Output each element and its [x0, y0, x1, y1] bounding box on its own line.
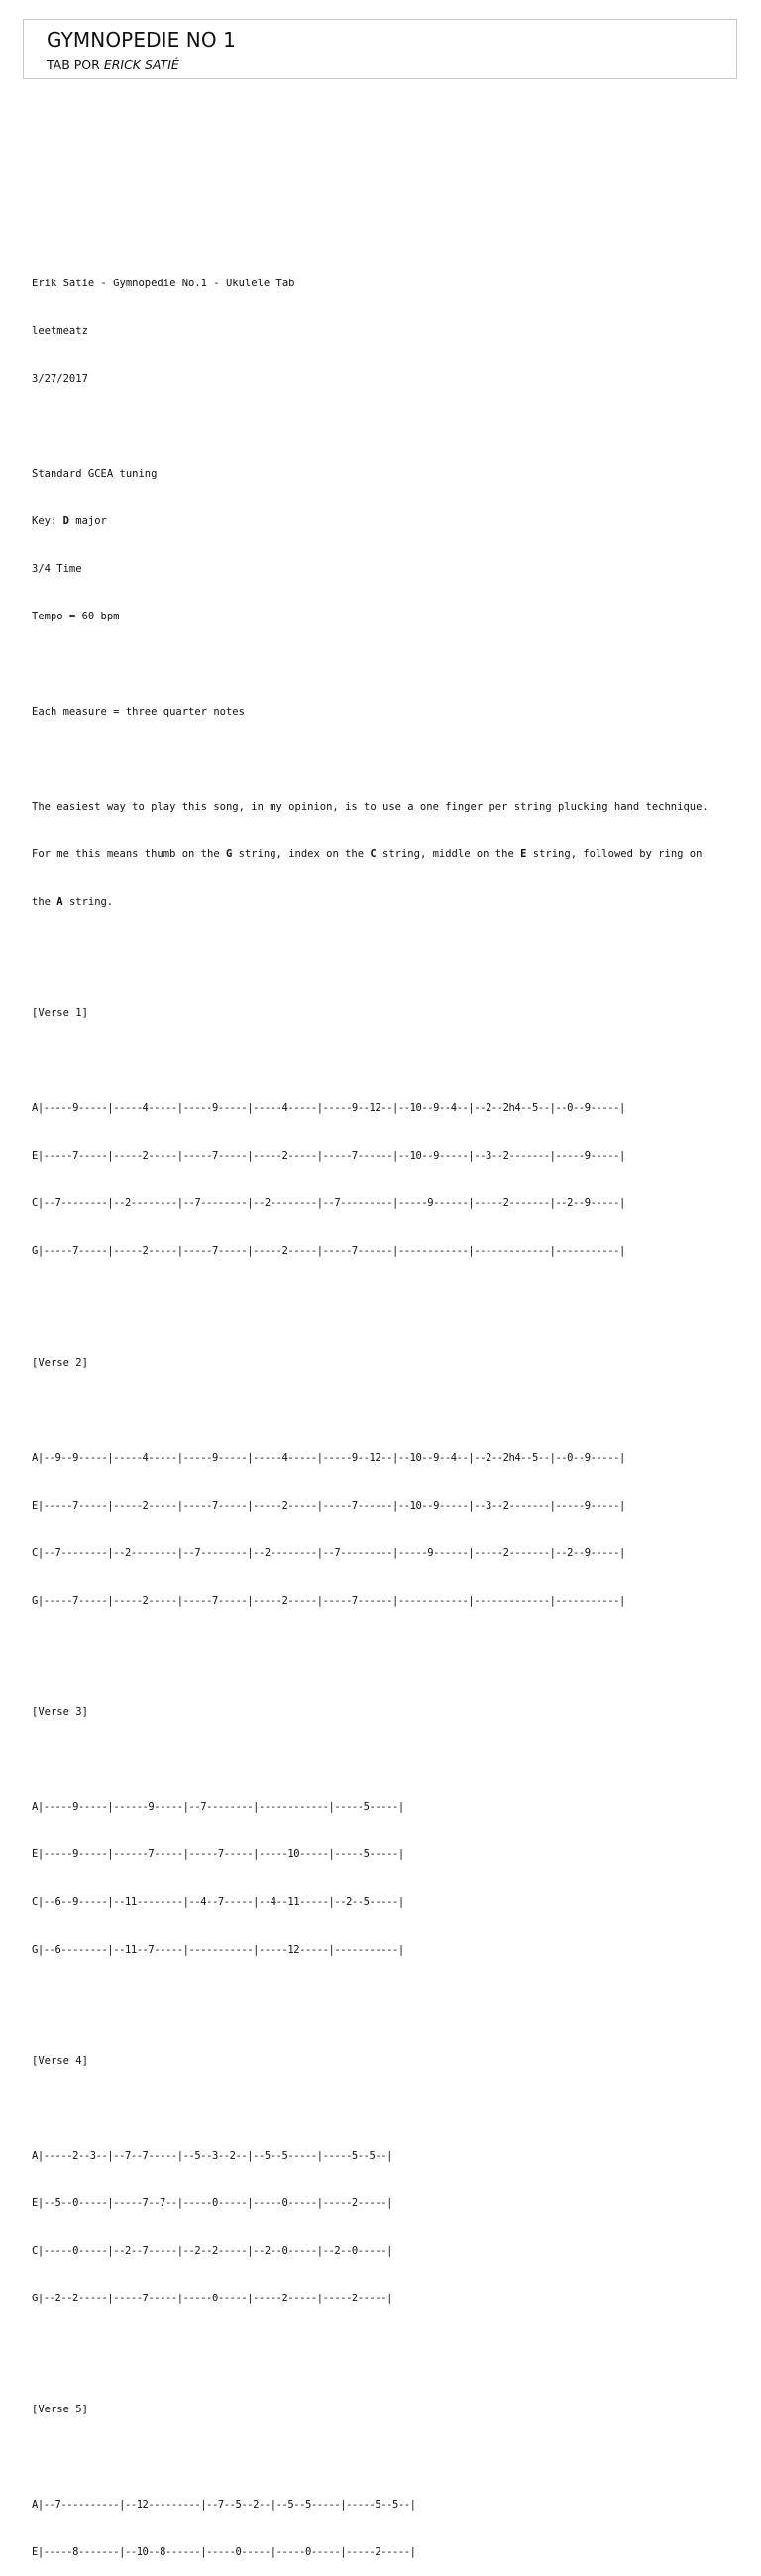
verse-5-string-a: A|--7----------|--12---------|--7--5--2--|--5--5-----|-----5--5--| — [32, 2499, 416, 2511]
info-key-line: Key: D major — [32, 515, 107, 527]
verse-2-string-e: E|-----7-----|-----2-----|-----7-----|-----2-----|-----7------|--10--9-----|--3--2-------|-----9-----| — [32, 1500, 625, 1512]
technique-line-3: the A string. — [32, 896, 114, 908]
verse-2-string-a: A|--9--9-----|-----4-----|-----9-----|-----4-----|-----9--12--|--10--9--4--|--2--2h4--5--|--0--9-----| — [32, 1452, 625, 1464]
verse-1-string-a: A|-----9-----|-----4-----|-----9-----|-----4-----|-----9--12--|--10--9--4--|--2--2h4--5--|--0--9-----| — [32, 1102, 625, 1114]
verse-4-string-a: A|-----2--3--|--7--7-----|--5--3--2--|--5--5-----|-----5--5--| — [32, 2150, 393, 2162]
verse-3-string-c: C|--6--9-----|--11--------|--4--7-----|--4--11-----|--2--5-----| — [32, 1896, 404, 1908]
tab-document-body — [32, 244, 755, 2576]
verse-5-string-e: E|-----8-------|--10--8------|-----0-----|-----0-----|-----2-----| — [32, 2546, 416, 2558]
info-title-line: Erik Satie - Gymnopedie No.1 - Ukulele Tab — [32, 278, 295, 289]
page-subtitle — [47, 56, 179, 74]
info-tempo-line: Tempo = 60 bpm — [32, 611, 120, 622]
verse-3-string-e: E|-----9-----|------7-----|-----7-----|-----10-----|-----5-----| — [32, 1848, 404, 1860]
verse-3-string-a: A|-----9-----|------9-----|--7--------|------------|-----5-----| — [32, 1801, 404, 1813]
verse-3-string-g: G|--6--------|--11--7-----|-----------|-----12-----|-----------| — [32, 1944, 404, 1956]
verse-1-label: [Verse 1] — [32, 1007, 88, 1019]
verse-4-string-g: G|--2--2-----|-----7-----|-----0-----|-----2-----|-----2-----| — [32, 2293, 393, 2304]
verse-5-label: [Verse 5] — [32, 2404, 88, 2415]
technique-line-1: The easiest way to play this song, in my opinion, is to use a one finger per string plucking hand technique. — [32, 801, 708, 813]
subtitle-author: ERICK SATIÉ — [103, 57, 179, 72]
key-note: D — [62, 515, 69, 527]
verse-4-label: [Verse 4] — [32, 2055, 88, 2067]
verse-1-string-c: C|--7--------|--2--------|--7--------|--2--------|--7---------|-----9------|-----2-------|--2--9-----| — [32, 1197, 625, 1209]
verse-1-string-g: G|-----7-----|-----2-----|-----7-----|-----2-----|-----7------|------------|-------------|-----------| — [32, 1245, 625, 1257]
info-tuning-line: Standard GCEA tuning — [32, 468, 158, 480]
verse-1-string-e: E|-----7-----|-----2-----|-----7-----|-----2-----|-----7------|--10--9-----|--3--2-------|-----9-----| — [32, 1150, 625, 1162]
verse-3-label: [Verse 3] — [32, 1706, 88, 1718]
verse-4-string-e: E|--5--0-----|-----7--7--|-----0-----|-----0-----|-----2-----| — [32, 2197, 393, 2209]
info-author-line: leetmeatz — [32, 325, 88, 337]
technique-line-2: For me this means thumb on the G string, index on the C string, middle on the E string, followed by ring on — [32, 848, 703, 860]
info-date-line: 3/27/2017 — [32, 373, 88, 385]
info-measure-line: Each measure = three quarter notes — [32, 706, 245, 718]
title-header-box — [23, 19, 737, 79]
verse-2-string-c: C|--7--------|--2--------|--7--------|--2--------|--7---------|-----9------|-----2-------|--2--9-----| — [32, 1547, 625, 1559]
verse-4-string-c: C|-----0-----|--2--7-----|--2--2-----|--2--0-----|--2--0-----| — [32, 2245, 393, 2257]
subtitle-prefix: TAB POR — [47, 57, 104, 72]
verse-2-string-g: G|-----7-----|-----2-----|-----7-----|-----2-----|-----7------|------------|-------------|-----------| — [32, 1595, 625, 1607]
page-title: GYMNOPEDIE NO 1 — [47, 28, 236, 52]
verse-2-label: [Verse 2] — [32, 1357, 88, 1369]
info-time-line: 3/4 Time — [32, 563, 82, 575]
